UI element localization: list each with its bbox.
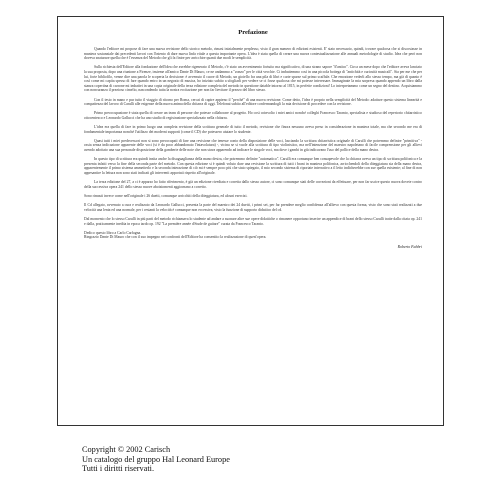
acknowledgement-line: Ringrazio Dante Di Mauro che con il suo impegno nei confronti dell'Editore ha consentito la realizzazione di quest'opera.	[84, 235, 267, 240]
paragraph: Il Cd allegato, avvenuto a cura e realizzato da Leonardo Gallucci, presenta la parte del maestro dei 24 duetti, i primi sei, per far prendere meglio confidenza all'allievo con questa forma, visto che sono stati realizzati a due velocità una lenta ed una normale, per i restanti la velocità è comunque non eccessiva, visto la funzione di supporto didattico del cd.	[84, 203, 422, 212]
preface-frame	[57, 16, 444, 426]
preface-content	[84, 29, 422, 249]
publisher-line: Un catalogo del gruppo Hal Leonard Europe	[82, 454, 230, 464]
dedication-line: Dedico questo libro a Carlo Carfagna.	[84, 230, 142, 235]
copyright-notice	[82, 445, 230, 474]
paragraph: La terza edizione del 27, a ci è apparso ho fatto riferimento, è già un edizione rivedtata e corretta dallo stesso autore, ci sono comunque stati delle correzioni da effettuare, per non far uscire questo nuova dovete contro della successiva opera 241 dello stesso nuove aboiziomenti aggiornano a corretto.	[84, 180, 422, 189]
paragraph: Sulla richiesta dell'Editore alla fondazione dell'idea che avrebbe rigenerato il Metodo, c'è stato un avvenimento fortuito ma significativo, di una strano sapore "d'antico". Circa un mese dopo che l'editore aveva lanciato la sua proposta, dopo una riunione a Firenze, insieme all'amico Dante Di Mauro, ce ne andammo a "zonzo" per le città vecchie. Ci imbattemmo così in una piccola bottega di "antichità e curiosità musicali". Sia per me che per lui, forte bibliofilo, venne dire una parola le scoperta la decisione: è avvenuto il cuore di Metodo, un gioiello fra una pila di libri e carte sparse sul primo scaffale. Che emozione vederli allo stesso tempo, ma già di quanto è così come mi capita spesso di fare quando entro in un negozio di musica, ho iniziato subito a sfogliarli per vedere se ci fosse qualcosa che mi potesse interessare. Immaginate la mia sorpresa quando appendo un libro dalla stanza copertina di carrone mi imbattei in una copia originale della terza edizione completa del metodo in questione datable intorno al 1815, in perfette condizioni! Lo interpretammo come un segno del destino. Acquistammo con noncuranza il prezioso cimelio, nascondendo tutta la nostra eccitazione per non far lievitare il prezzo del libro stesso.	[84, 65, 422, 93]
paragraph: L'idea era quella di fare in primo luogo una completa revisione della scrittura generale di tutto il metodo, revisione che finora nessuno aveva preso in considerazione in maniera totale, ma che secondo me era di fondamentale importanza nonché l'utilizzo dei moderni supporti (come il CD) che potessero aiutare lo studente.	[84, 125, 422, 134]
paragraph: Con il testo in mano e pur tutto il viaggio di ritorno per Roma, cercai di capire appieno il "perché" di una nuova revisione. Come detto, l'idea è proprio nella semplicità del Metodo: adattare questo sistema linearità e compattezza del lavoro di Carulli alle esigenze della nuova anima della chitarra di oggi. Telefonai subito all'editore confermandogli la mia decisione di procedere con la revisione.	[84, 97, 422, 107]
paragraph: Sono rimasti invece come nell'originale i 26 duetti, comunque arricchiti della diteggiatura, ed alcuni esercizi.	[84, 194, 248, 198]
author-signature: Roberto Fabbri	[397, 244, 422, 249]
rights-line: Tutti i diritti riservati.	[82, 464, 155, 474]
copyright-line: Copyright © 2002 Carisch	[82, 445, 171, 454]
paragraph: Primo preoccupazione è stata quella di creare un team di persone che potesse collaborare al progetto. Ho così coinvolto i miei amici nonché colleghi Francesco Taranto, specialista e studioso del repertorio chitarristico ottocentesco e Leonardo Gallucci che ha uno studio di registrazione specializzato nella chitarra.	[84, 111, 422, 120]
paragraph: Dal momento che lo stesso Carulli in più parti del metodo richiamava lo studente ad andare a suonare altre sue opere didattiche o rimanere opportuno inserire un appendice di brani dello stesso Carulli tratte dalla citata op. 241 e dalla, praticamente inedita in epoca tardo op. 192 "La premiére année d'étude de guitare" curata da Francesco Taranto.	[84, 216, 422, 226]
paragraph: In questo tipo di scrittura era quindi insita anche la disuguaglianza della mano destra, che potremmo definire "automatico". Carulli era comunque ben consapevole che la chitarra aveva un tipo di scrittura polifonica e la presenta infatti verso la fine della seconda parte del metodo. Con questa edizione si è quindi voluto dare una revisione la scrittura di tutti i brani in maniera polifonica, arricchendoli della diteggiatura sia della mano destra, apparentemente il primo sistema ammetterlo e la seconda interazione di ciò mi è sempre poco più che stato spiegato, il mio secondo sistema di riportate interrativo a il letto indicherebbe con sue quella esistente; al fine di non appesantire la lettura non sono stati indicati gli interventi apportati rispetto all'originale.	[84, 157, 422, 176]
page-title: Prefazione	[238, 29, 268, 36]
paragraph: Quando l'editore mi propose di fare una nuova revisione dello storico metodo, rimasi inizialmente perplesso, visto il gran numero di edizioni esistenti. E' stato necessario, quindi, trovare qualcosa che si discostasse in maniera sostanziale dai precedenti lavori con l'intento di dare nuova linfa vitale a questa importante opera. L'idea è stata quella di creare una nuova contestualizzazione alle annuali metodologie di studio. Idea che però non doveva snaturare quella che è l'essenza del Metodo che gli fa finire per arricchire quanti due modi le semplicità.	[84, 47, 422, 61]
paragraph: Quasi tutti i miei predecessori non si sono preoccupati di fare una revisione che tenesse conto della disposizione delle voci, lasciando la scrittura chitarristica originale di Carulli che potremmo definire "primitiva" - ossia senza indicazione apparente delle voci (si è da poco abbandonato l'intavolatura) -, vicina se si vuole alla scrittura di tipo violinistico, ma nell'intenzione del maestro napoletano di facile comprensione per gli allievi avendo adottato una sua personale disposizione della gamberie delle note che non stava apparendo ad indicare le singole voci, ma dove i gambi in giù indicavano l'uso del pollice della mano destra.	[84, 138, 422, 153]
